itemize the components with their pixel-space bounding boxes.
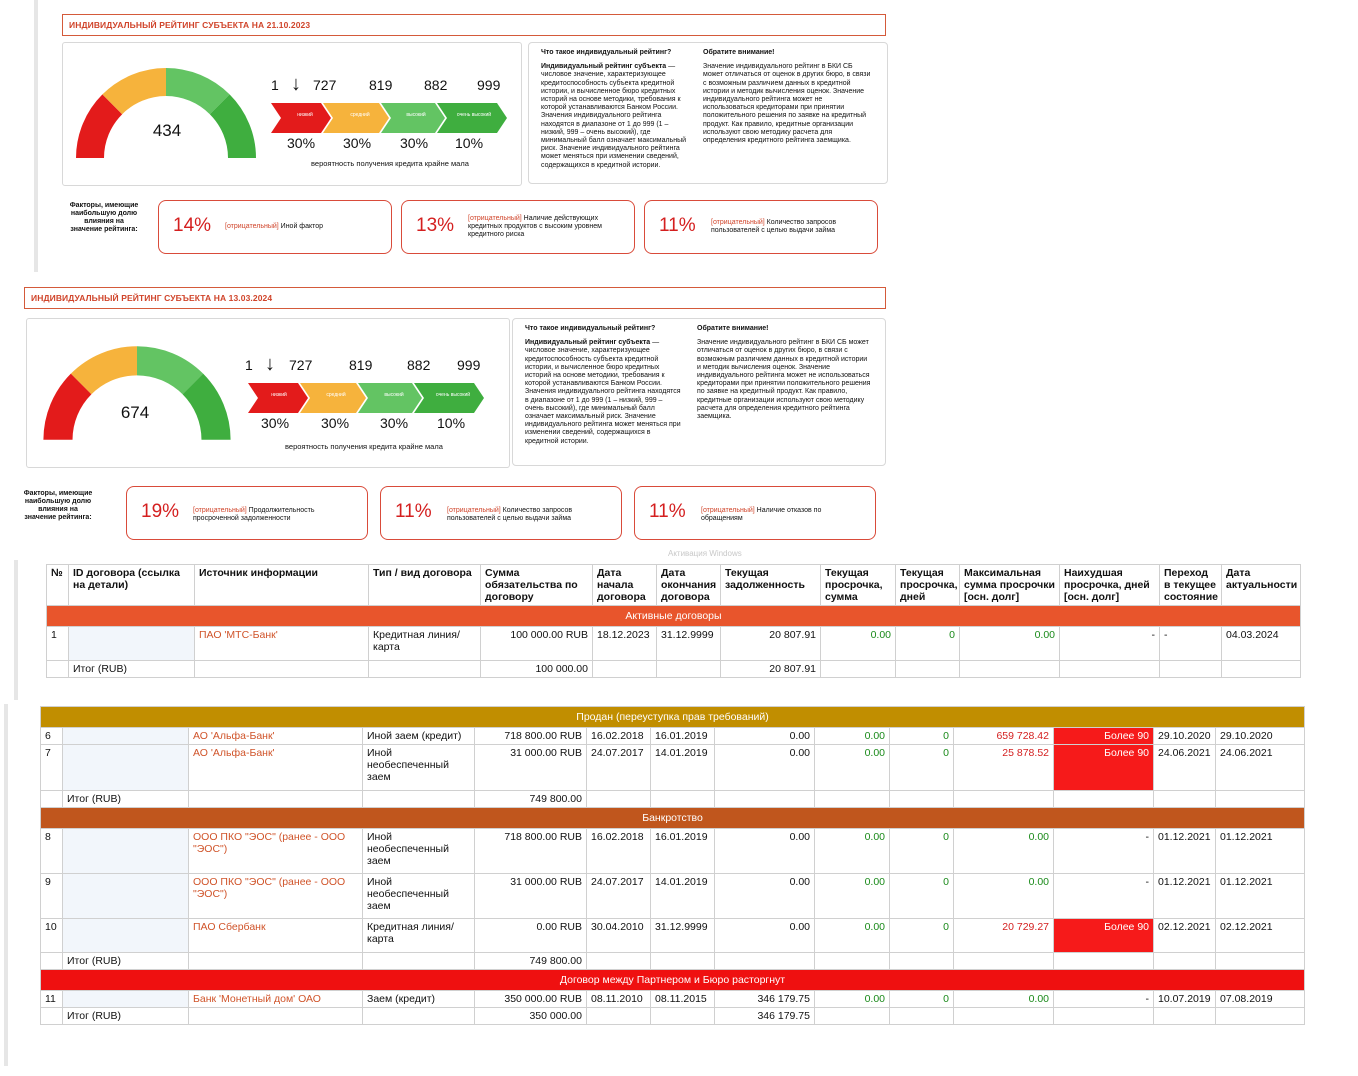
total-label: Итог (RUB) (69, 661, 195, 678)
scale-label-low: низкий (297, 112, 313, 118)
source-link[interactable]: Банк 'Монетный дом' ОАО (189, 991, 363, 1008)
factor-text: [отрицательный] Наличие отказов по обращениям (701, 507, 822, 522)
table-row[interactable] (41, 874, 1305, 919)
contract-sum: 100 000.00 RUB (481, 627, 593, 661)
col-header: Тип / вид договора (369, 565, 481, 606)
row-number: 1 (47, 627, 69, 661)
gauge-panel (62, 42, 522, 186)
scroll-edge (14, 560, 18, 700)
end-date: 16.01.2019 (651, 728, 715, 745)
contract-sum: 718 800.00 RUB (475, 728, 587, 745)
contract-sum: 0.00 RUB (475, 919, 587, 953)
info-question-title: Что такое индивидуальный рейтинг? (541, 49, 672, 56)
col-header: Наихудшая просрочка, дней [осн. долг] (1060, 565, 1160, 606)
rating-block-2 (0, 284, 890, 552)
row-number: 7 (41, 745, 63, 791)
contract-id-link[interactable] (63, 919, 189, 953)
overdue-sum: 0.00 (821, 627, 896, 661)
contract-id-link[interactable] (63, 728, 189, 745)
transition-date: 01.12.2021 (1154, 829, 1216, 874)
scale-label-very-high: очень высокий (435, 392, 471, 398)
transition-date: 29.10.2020 (1154, 728, 1216, 745)
start-date: 24.07.2017 (587, 745, 651, 791)
col-header: Дата начала договора (593, 565, 657, 606)
max-overdue: 0.00 (954, 991, 1054, 1008)
overdue-sum: 0.00 (815, 874, 890, 919)
start-date: 18.12.2023 (593, 627, 657, 661)
scale-pct-3: 30% (400, 135, 429, 151)
table-row[interactable] (41, 829, 1305, 874)
row-number: 8 (41, 829, 63, 874)
scale-num-5: 999 (477, 77, 501, 93)
actual-date: 02.12.2021 (1216, 919, 1305, 953)
factor-text: [отрицательный] Иной фактор (225, 223, 324, 230)
end-date: 31.12.9999 (651, 919, 715, 953)
scale-num-5: 999 (457, 357, 481, 373)
worst-overdue: - (1054, 829, 1154, 874)
col-header: Переход в текущее состояние (1160, 565, 1222, 606)
actual-date: 29.10.2020 (1216, 728, 1305, 745)
info-panel (512, 318, 886, 466)
actual-date: 24.06.2021 (1216, 745, 1305, 791)
factor-text: [отрицательный] Наличие действующих кредитных продуктов с высоким уровнем кредитного риска (468, 215, 602, 238)
overdue-days: 0 (890, 728, 954, 745)
total-debt: 346 179.75 (715, 1008, 815, 1025)
overdue-sum: 0.00 (815, 991, 890, 1008)
overdue-days: 0 (890, 919, 954, 953)
start-date: 16.02.2018 (587, 829, 651, 874)
transition-date: 24.06.2021 (1154, 745, 1216, 791)
total-sum: 350 000.00 (475, 1008, 587, 1025)
factor-percent: 14% (173, 215, 212, 236)
table-row[interactable] (41, 919, 1305, 953)
contract-sum: 31 000.00 RUB (475, 745, 587, 791)
gauge-panel (26, 318, 510, 468)
total-row (41, 953, 1305, 970)
factor-card (158, 200, 392, 254)
max-overdue: 0.00 (960, 627, 1060, 661)
factor-card (401, 200, 635, 254)
total-row (47, 661, 1301, 678)
actual-date: 07.08.2019 (1216, 991, 1305, 1008)
scale-pct-4: 10% (455, 135, 484, 151)
total-sum: 749 800.00 (475, 791, 587, 808)
source-link[interactable]: ПАО Сбербанк (189, 919, 363, 953)
section-header-active: Активные договоры (47, 606, 1301, 627)
factor-text: [отрицательный] Количество запросов пользователей с целью выдачи займа (447, 507, 573, 522)
score-pointer-icon: ↓ (291, 73, 301, 95)
overdue-days: 0 (890, 745, 954, 791)
contract-id-link[interactable] (63, 745, 189, 791)
section-header-terminated: Договор между Партнером и Бюро расторгнут (41, 970, 1305, 991)
contract-id-link[interactable] (63, 829, 189, 874)
contract-sum: 31 000.00 RUB (475, 874, 587, 919)
rating-gauge (71, 63, 261, 163)
current-debt: 0.00 (715, 745, 815, 791)
start-date: 30.04.2010 (587, 919, 651, 953)
scale-num-3: 819 (349, 357, 373, 373)
end-date: 14.01.2019 (651, 745, 715, 791)
contract-type: Кредитная линия/карта (363, 919, 475, 953)
overdue-days: 0 (896, 627, 960, 661)
scale-caption: вероятность получения кредита крайне мала (311, 159, 469, 168)
info-question-text: Индивидуальный рейтинг субъекта — числовое значение, характеризующее кредитоспособность субъекта кредитной истории, и вычисленное бюро кредитных историй на основе методики, требования к которой устанавливаются Банком России. Значения индивидуального рейтинга находятся в диапазоне от 1 до 999 (1 – низкий, 999 – очень высокий), где минимальный балл означает максимальный риск. Значение индивидуального рейтинга может меняться при изменении сведений, содержащихся в кредитной истории. (525, 339, 681, 445)
col-header: № (47, 565, 69, 606)
info-panel (528, 42, 888, 184)
col-header: Источник информации (195, 565, 369, 606)
scale-label-mid: средний (350, 112, 370, 118)
rating-title: ИНДИВИДУАЛЬНЫЙ РЕЙТИНГ СУБЪЕКТА НА 21.10.2023 (62, 14, 886, 36)
scale-label-mid: средний (326, 392, 346, 398)
factor-percent: 11% (649, 501, 686, 522)
contract-id-link[interactable] (63, 874, 189, 919)
info-notice-text: Значение индивидуального рейтинг в БКИ СБ может отличаться от оценок в других бюро, в связи с возможным различием данных в кредитной истории и методик вычисления оценок. Значение индивидуального рейтинга может не использоваться кредиторами при принятии положительного решения по заявке на кредитный продукт. Как правило, кредитные организации используют свою методику расчета для определения кредитного рейтинга заемщика. (697, 339, 871, 421)
end-date: 08.11.2015 (651, 991, 715, 1008)
scale-num-4: 882 (424, 77, 448, 93)
factors-label: Факторы, имеющие наибольшую долю влияния на значение рейтинга: (23, 490, 93, 521)
total-debt: 20 807.91 (721, 661, 821, 678)
table-row[interactable] (47, 627, 1301, 661)
factor-percent: 19% (141, 501, 180, 522)
overdue-sum: 0.00 (815, 745, 890, 791)
info-question-title: Что такое индивидуальный рейтинг? (525, 325, 656, 332)
contract-sum: 350 000.00 RUB (475, 991, 587, 1008)
scale-pct-2: 30% (343, 135, 372, 151)
total-row (41, 791, 1305, 808)
section-header-sold: Продан (переуступка прав требований) (41, 707, 1305, 728)
transition-date: 01.12.2021 (1154, 874, 1216, 919)
info-notice-title: Обратите внимание! (703, 49, 775, 56)
end-date: 16.01.2019 (651, 829, 715, 874)
max-overdue: 25 878.52 (954, 745, 1054, 791)
scroll-edge (4, 704, 8, 1066)
overdue-days: 0 (890, 829, 954, 874)
col-header: Максимальная сумма просрочки [осн. долг] (960, 565, 1060, 606)
total-label: Итог (RUB) (63, 953, 189, 970)
max-overdue: 0.00 (954, 874, 1054, 919)
scale-num-3: 819 (369, 77, 393, 93)
scale-bar (245, 381, 489, 415)
factor-card (126, 486, 368, 540)
col-header: ID договора (ссылка на детали) (69, 565, 195, 606)
info-notice-text: Значение индивидуального рейтинг в БКИ СБ может отличаться от оценок в других бюро, в связи с возможным различием данных в кредитной истории и методик вычисления оценок. Значение индивидуального рейтинга может не использоваться кредиторами при принятии положительного решения по заявке на кредитный продукт. Как правило, кредитные организации используют свою методику расчета для определения кредитного рейтинга заемщика. (703, 63, 871, 145)
rating-score: 674 (120, 403, 150, 422)
contract-type: Кредитная линия/карта (369, 627, 481, 661)
scale-pct-1: 30% (261, 415, 290, 431)
worst-overdue: - (1054, 991, 1154, 1008)
contract-type: Иной необеспеченный заем (363, 874, 475, 919)
scale-num-1: 1 (271, 77, 279, 93)
max-overdue: 20 729.27 (954, 919, 1054, 953)
scale-pct-4: 10% (437, 415, 466, 431)
scale-num-1: 1 (245, 357, 253, 373)
rating-score: 434 (152, 121, 182, 140)
table-header-row (47, 565, 1301, 606)
contract-id-link[interactable] (69, 627, 195, 661)
col-header: Дата окончания договора (657, 565, 721, 606)
current-debt: 0.00 (715, 829, 815, 874)
factor-card (634, 486, 876, 540)
os-watermark: Активация Windows (668, 549, 742, 558)
factor-text: [отрицательный] Продолжительность просроченной задолженности (193, 507, 315, 522)
scale-num-2: 727 (313, 77, 337, 93)
current-debt: 0.00 (715, 919, 815, 953)
contract-type: Заем (кредит) (363, 991, 475, 1008)
transition-date: 10.07.2019 (1154, 991, 1216, 1008)
rating-block-1 (34, 0, 890, 272)
total-sum: 749 800.00 (475, 953, 587, 970)
scale-pct-3: 30% (380, 415, 409, 431)
start-date: 24.07.2017 (587, 874, 651, 919)
info-notice-title: Обратите внимание! (697, 325, 769, 332)
end-date: 31.12.9999 (657, 627, 721, 661)
end-date: 14.01.2019 (651, 874, 715, 919)
col-header: Дата актуальности (1222, 565, 1301, 606)
contract-type: Иной заем (кредит) (363, 728, 475, 745)
start-date: 08.11.2010 (587, 991, 651, 1008)
row-number: 11 (41, 991, 63, 1008)
factors-label: Факторы, имеющие наибольшую долю влияния на значение рейтинга: (69, 202, 139, 233)
factor-percent: 11% (659, 215, 696, 236)
scale-label-very-high: очень высокий (456, 112, 492, 118)
transition-date: - (1160, 627, 1222, 661)
worst-overdue: - (1060, 627, 1160, 661)
overdue-sum: 0.00 (815, 728, 890, 745)
scale-bar (271, 101, 509, 135)
contract-type: Иной необеспеченный заем (363, 745, 475, 791)
scale-num-4: 882 (407, 357, 431, 373)
contract-id-link[interactable] (63, 991, 189, 1008)
current-debt: 20 807.91 (721, 627, 821, 661)
overdue-sum: 0.00 (815, 919, 890, 953)
scale-label-low: низкий (271, 392, 287, 398)
actual-date: 04.03.2024 (1222, 627, 1301, 661)
current-debt: 0.00 (715, 728, 815, 745)
contracts-table-closed (40, 706, 1305, 1025)
source-link[interactable]: ООО ПКО "ЭОС" (ранее - ООО "ЭОС") (189, 829, 363, 874)
col-header: Текущая просрочка, дней (896, 565, 960, 606)
contract-type: Иной необеспеченный заем (363, 829, 475, 874)
actual-date: 01.12.2021 (1216, 874, 1305, 919)
worst-overdue: Более 90 (1054, 745, 1154, 791)
scale-label-high: высокий (384, 392, 404, 398)
worst-overdue: - (1054, 874, 1154, 919)
max-overdue: 0.00 (954, 829, 1054, 874)
factor-text: [отрицательный] Количество запросов пользователей с целью выдачи займа (711, 219, 837, 234)
max-overdue: 659 728.42 (954, 728, 1054, 745)
source-link[interactable]: ООО ПКО "ЭОС" (ранее - ООО "ЭОС") (189, 874, 363, 919)
contract-sum: 718 800.00 RUB (475, 829, 587, 874)
total-sum: 100 000.00 (481, 661, 593, 678)
rating-gauge (37, 341, 237, 445)
worst-overdue: Более 90 (1054, 919, 1154, 953)
rating-title: ИНДИВИДУАЛЬНЫЙ РЕЙТИНГ СУБЪЕКТА НА 13.03.2024 (24, 287, 886, 309)
scale-num-2: 727 (289, 357, 313, 373)
col-header: Текущая задолженность (721, 565, 821, 606)
source-link[interactable]: АО 'Альфа-Банк' (189, 745, 363, 791)
scale-pct-1: 30% (287, 135, 316, 151)
factor-percent: 13% (416, 215, 455, 236)
table-row[interactable] (41, 991, 1305, 1008)
table-row[interactable] (41, 728, 1305, 745)
current-debt: 0.00 (715, 874, 815, 919)
col-header: Сумма обязательства по договору (481, 565, 593, 606)
worst-overdue: Более 90 (1054, 728, 1154, 745)
contracts-table-active (46, 564, 1301, 678)
overdue-sum: 0.00 (815, 829, 890, 874)
factor-card (644, 200, 878, 254)
row-number: 10 (41, 919, 63, 953)
scale-pct-2: 30% (321, 415, 350, 431)
section-header-bankruptcy: Банкротство (41, 808, 1305, 829)
total-row (41, 1008, 1305, 1025)
info-question-text: Индивидуальный рейтинг субъекта — числовое значение, характеризующее кредитоспособность субъекта кредитной истории, и вычисленное бюро кредитных историй на основе методики, требования к которой устанавливаются Банком России. Значения индивидуального рейтинга находятся в диапазоне от 1 до 999 (1 – низкий, 999 – очень высокий), где минимальный балл означает максимальный риск. Значение индивидуального рейтинга может меняться при изменении сведений, содержащихся в кредитной истории. (541, 63, 687, 169)
scale-caption: вероятность получения кредита крайне мала (285, 442, 443, 451)
source-link[interactable]: АО 'Альфа-Банк' (189, 728, 363, 745)
start-date: 16.02.2018 (587, 728, 651, 745)
overdue-days: 0 (890, 874, 954, 919)
overdue-days: 0 (890, 991, 954, 1008)
total-label: Итог (RUB) (63, 1008, 189, 1025)
total-label: Итог (RUB) (63, 791, 189, 808)
rating-scale (245, 353, 485, 451)
factor-card (380, 486, 622, 540)
score-pointer-icon: ↓ (265, 353, 275, 375)
row-number: 6 (41, 728, 63, 745)
rating-scale (271, 73, 511, 168)
transition-date: 02.12.2021 (1154, 919, 1216, 953)
factor-percent: 11% (395, 501, 432, 522)
col-header: Текущая просрочка, сумма (821, 565, 896, 606)
source-link[interactable]: ПАО 'МТС-Банк' (195, 627, 369, 661)
table-row[interactable] (41, 745, 1305, 791)
scale-label-high: высокий (406, 112, 426, 118)
actual-date: 01.12.2021 (1216, 829, 1305, 874)
current-debt: 346 179.75 (715, 991, 815, 1008)
row-number: 9 (41, 874, 63, 919)
